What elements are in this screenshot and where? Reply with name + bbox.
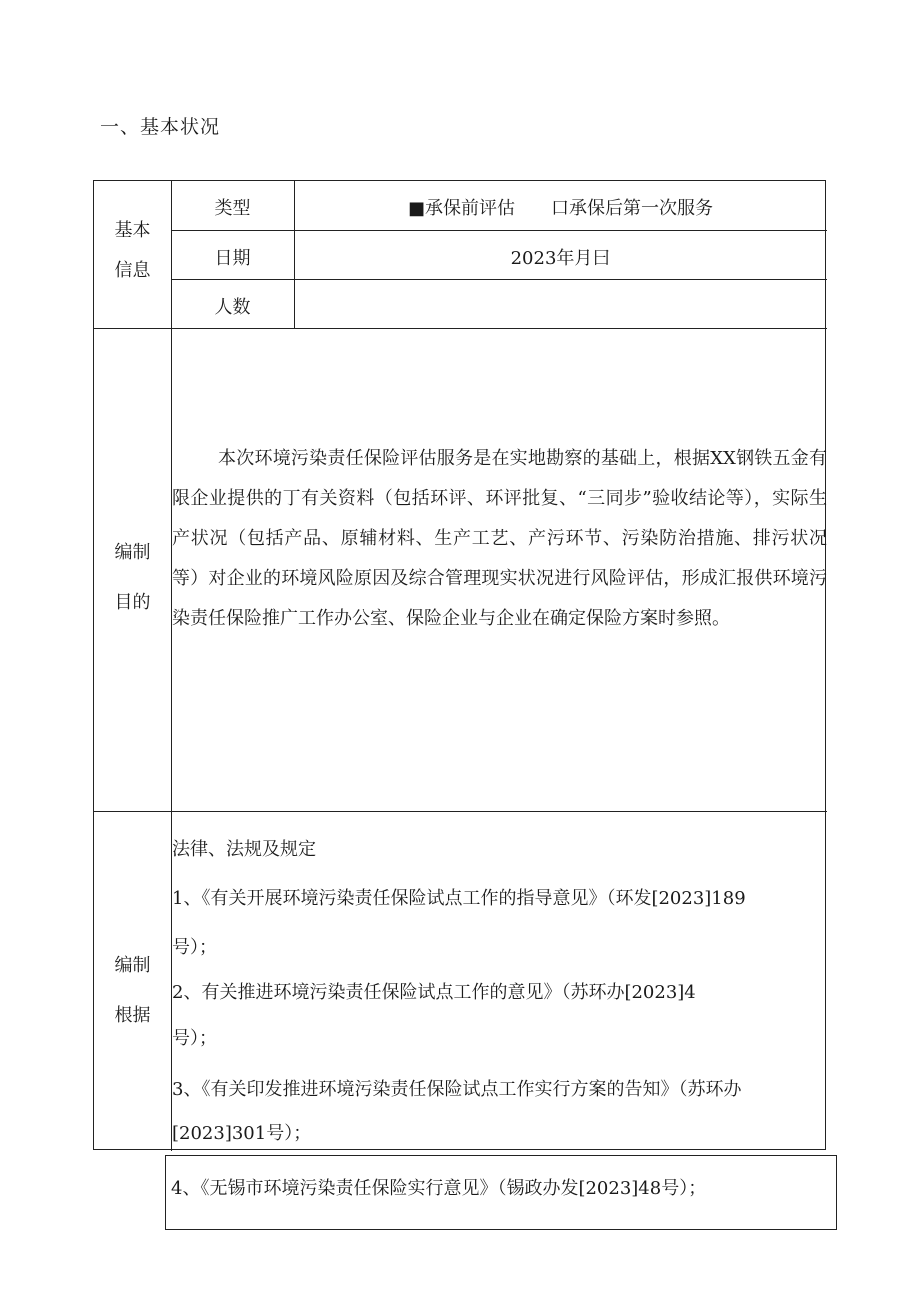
basic-info-table — [93, 180, 826, 1150]
section-divider — [94, 328, 827, 329]
label-line: 基本 — [114, 220, 151, 241]
basis-line: 1、《有关开展环境污染责任保险试点工作的指导意见》（环发[2023]189 — [172, 888, 746, 909]
label-line: 编制 — [114, 542, 151, 563]
label-line: 根据 — [114, 1005, 151, 1026]
type-label: 类型 — [214, 198, 251, 219]
label-line: 编制 — [114, 955, 151, 976]
continued-basis-box — [165, 1155, 837, 1230]
label-column-divider — [171, 181, 172, 1151]
type-value: ■承保前评估 口承保后第一次服务 — [407, 198, 713, 219]
section-divider — [94, 811, 827, 812]
purpose-text: 本次环境污染责任保险评估服务是在实地勘察的基础上，根据XX钢铁五金有限企业提供的丁有关资料（包括环评、环评批复、“三同步”验收结论等），实际生产状况（包括产品、原辅材料、生产工艺、产污环节、污染防治措施、排污状况等）对企业的环境风险原因及综合管理现实状况进行风险评估，形成汇报供环境污染责任保险推广工作办公室、保险企业与企业在确定保险方案时参照。 — [172, 448, 827, 629]
row-divider — [171, 230, 827, 231]
label-line: 目的 — [114, 592, 151, 613]
basic-info-label — [94, 211, 171, 291]
row-divider — [171, 279, 827, 280]
date-value: 2023年月曰 — [510, 248, 611, 269]
basis-line: 2、有关推进环境污染责任保险试点工作的意见》（苏环办[2023]4 — [172, 982, 696, 1003]
basis-line: 4、《无锡市环境污染责任保险实行意见》（锡政办发[2023]48号）； — [171, 1178, 707, 1199]
people-label: 人数 — [214, 297, 251, 318]
basis-line: 号）； — [172, 1028, 217, 1049]
section-heading: 一、基本状况 — [100, 116, 221, 138]
basis-line: 法律、法规及规定 — [172, 839, 316, 860]
label-line: 信息 — [114, 260, 151, 281]
basis-label — [94, 941, 171, 1041]
basis-line: 3、《有关印发推进环境污染责任保险试点工作实行方案的告知》（苏环办 — [172, 1079, 742, 1100]
date-label: 日期 — [214, 248, 251, 269]
basis-line: 号）； — [172, 937, 217, 958]
basis-line: [2023]301号）； — [172, 1123, 312, 1144]
purpose-label — [94, 528, 171, 628]
